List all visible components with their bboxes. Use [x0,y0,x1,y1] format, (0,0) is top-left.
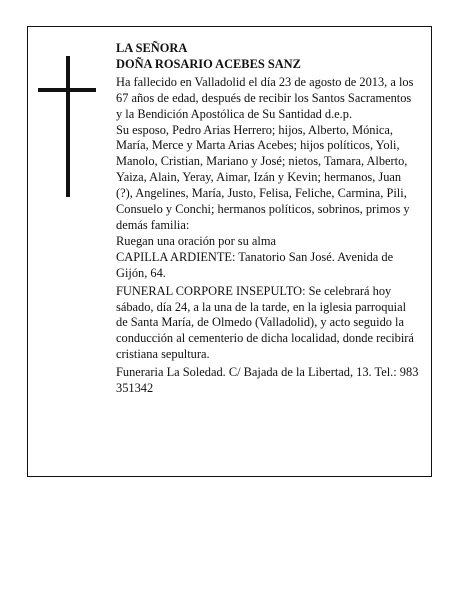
cross-horizontal-bar [38,88,96,92]
prayer-request: Ruegan una oración por su alma [116,233,276,248]
deceased-name: DOÑA ROSARIO ACEBES SANZ [116,56,301,71]
family-list: Su esposo, Pedro Arias Herrero; hijos, Alberto, Mónica, María, Merce y Marta Arias Acebes; hijos políticos, Yoli, Manolo, Cristian, Mariano y José; nietos, Tamara, Alberto, Yaiza, Alain, Yeray, Aimar, Izán y Kevin; hermanos, Juan (?), Angelines, María, Justo, Felisa, Feliche, Carmina, Pili, Consuelo y Conchi; hermanos políticos, sobrinos, primos y demás familia: [116,122,410,232]
funeral-home-info: Funeraria La Soledad. C/ Bajada de la Libertad, 13. Tel.: 983 351342 [116,365,419,396]
chapel-info: CAPILLA ARDIENTE: Tanatorio San José. Avenida de Gijón, 64. [116,249,394,280]
notice-title: LA SEÑORA [116,41,188,55]
death-announcement: Ha fallecido en Valladolid el día 23 de agosto de 2013, a los 67 años de edad, después de recibir los Santos Sacramentos y la Bendición Apostólica de Su Santidad d.e.p. [116,74,414,121]
funeral-info: FUNERAL CORPORE INSEPULTO: Se celebrará hoy sábado, día 24, a la una de la tarde, en la iglesia parroquial de Santa María, de Olmedo (Valladolid), y acto seguido la conducción al cementerio de dicha localidad, donde recibirá cristiana sepultura. [116,283,414,362]
obituary-text [116,41,420,397]
cross-vertical-bar [66,56,70,197]
